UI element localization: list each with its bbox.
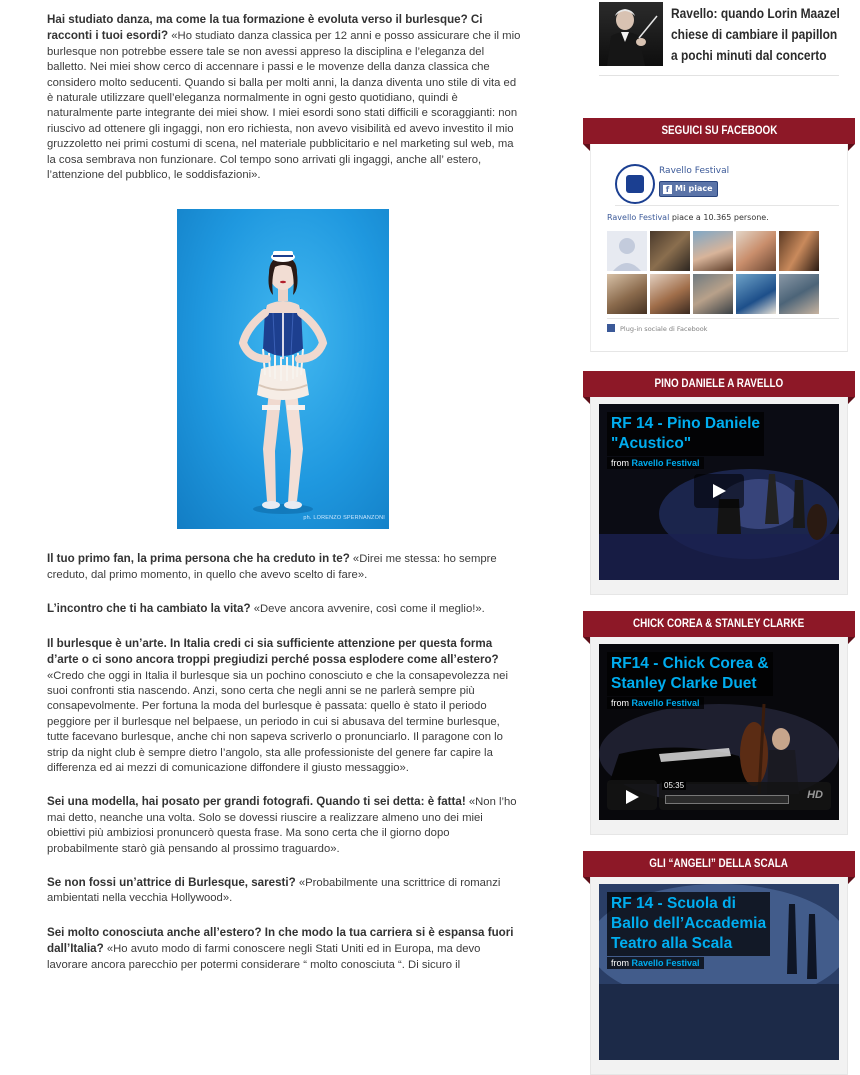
video-source[interactable]: from Ravello Festival [607,957,704,969]
fan-avatar[interactable] [736,231,776,271]
article-paragraph [47,551,522,583]
interview-answer: «Ho avuto modo di farmi conoscere negli Stati Uniti ed in Europa, ma devo lavorare ancora parecchio per potermi considerare “ molto conosciuta “. Di sicuro il [47,943,481,971]
article-paragraph [47,12,522,183]
interview-question: Il burlesque è un’arte. In Italia credi ci sia sufficiente attenzione per questa forma d’arte o ci sono ancora troppi pregiudizi perché possa esplodere come all’estero? [47,636,499,667]
play-button[interactable] [694,474,744,508]
interview-question: L’incontro che ti ha cambiato la vita? [47,602,251,616]
interview-question: Hai studiato danza, ma come la tua formazione è evoluta verso il burlesque? Ci racconti i tuoi esordi? [47,13,483,43]
facebook-page-link[interactable]: Ravello Festival [659,166,730,176]
article-body [47,12,522,991]
widget-heading: CHICK COREA & STANLEY CLARKE [583,611,855,637]
news-thumbnail[interactable] [599,2,663,66]
news-title-link[interactable]: Ravello: quando Lorin Maazel chiese di cambiare il papillon a pochi minuti dal concerto [671,6,840,63]
fan-avatar[interactable] [779,231,819,271]
facebook-icon: f [663,185,672,194]
conductor-image [599,2,663,66]
article-paragraph [47,636,522,777]
interview-question: Se non fossi un’attrice di Burlesque, saresti? [47,875,296,889]
fan-avatar[interactable] [693,274,733,314]
video-widget [583,611,855,835]
video-widget [583,371,855,595]
video-embed[interactable] [599,404,839,580]
video-title[interactable]: RF14 - Chick Corea & Stanley Clarke Duet [607,652,773,696]
divider [615,205,839,206]
widget-heading: SEGUICI SU FACEBOOK [583,118,855,144]
facebook-like-button[interactable]: f Mi piace [659,181,718,197]
video-embed[interactable] [599,884,839,1060]
widget-heading: PINO DANIELE A RAVELLO [583,371,855,397]
video-controls [659,782,831,810]
video-progress-bar[interactable] [665,795,789,804]
article-photo [177,209,389,529]
performer-figure [177,209,389,529]
facebook-widget [583,118,855,352]
video-widget [583,851,855,1075]
interview-question: Il tuo primo fan, la prima persona che ha creduto in te? [47,552,350,566]
fan-faces-grid [607,231,822,314]
facebook-icon [607,324,615,332]
video-embed[interactable] [599,644,839,820]
article-paragraph [47,601,522,617]
article-paragraph [47,875,522,907]
interview-answer: «Credo che oggi in Italia il burlesque sia un pochino conosciuto e che la consapevolezza nei suoi confronti stia nascendo. Anzi, sono certa che negli anni se ne parlerà sempre più consapevolmente. Per fortuna la moda del burlesque è passata: quello è stato il periodo peggiore per il burlesque nel belpaese, un periodo in cui si abusava del termine burlesque, tutte facevano burlesque, anche chi non sapeva scriverlo o pronunciarlo. Il paragone con lo strip da night club è sempre dietro l’angolo, sta alle professioniste del genere far capire la differenza ed ai mezzi di comunicazione diffondere il giusto messaggio». [47,669,508,774]
fan-avatar[interactable] [607,231,647,271]
hd-toggle[interactable]: HD [807,789,823,801]
divider [599,75,839,76]
like-count: Ravello Festival piace a 10.365 persone. [607,213,769,222]
article-paragraph [47,794,522,857]
fan-avatar[interactable] [607,274,647,314]
play-button[interactable] [607,780,657,810]
video-duration: 05:35 [664,781,685,790]
fan-avatar[interactable] [693,231,733,271]
photo-credit: ph. LORENZO SPERNANZONI [303,515,385,522]
widget-heading: GLI “ANGELI” DELLA SCALA [583,851,855,877]
divider [607,318,839,319]
facebook-page-link[interactable]: Ravello Festival [607,213,670,222]
fan-avatar[interactable] [650,231,690,271]
interview-answer: «Deve ancora avvenire, così come il meglio!». [250,603,485,616]
video-title[interactable]: RF 14 - Pino Daniele "Acustico" [607,412,764,456]
fan-avatar[interactable] [736,274,776,314]
facebook-plugin-footer[interactable]: Plug-in sociale di Facebook [607,324,707,333]
facebook-like-box [607,155,847,345]
interview-answer: «Probabilmente una scrittrice di romanzi ambientati nella vecchia Hollywood». [47,876,501,905]
interview-answer: «Ho studiato danza classica per 12 anni e posso assicurare che il mio burlesque non potrebbe essere tale se non avessi appreso la disciplina e l’eleganza del balletto. Nei miei show cerco di accennare i passi e le movenze della danza classica che considero molto seducenti. Quando si balla per molti anni, la danza diventa uno stile di vita ed è naturale utilizzare quell’eleganza normalmente in ogni gesto quotidiano, quindi è naturalmente parte integrante dei miei show. I miei esordi sono stati difficili e scoraggianti: non riuscivo ad ottenere gli ingaggi, non ero richiesta, non avevo visibilità ed avevo investito il mio gruzzoletto nei primi costumi di scena, nel materiale pubblicitario e nel marketing sul web, ma la cosa sembrava non funzionare. Col tempo sono arrivati gli ingaggi, anche all’ estero, l’attenzione del pubblico, le soddisfazioni». [47,30,521,182]
interview-answer: «Direi me stessa: ho sempre creduto, dal primo momento, in quello che avevo scelto di fare». [47,553,497,581]
fan-avatar[interactable] [650,274,690,314]
fan-avatar[interactable] [779,274,819,314]
ravello-festival-logo[interactable] [615,164,655,204]
video-source[interactable]: from Ravello Festival [607,457,704,469]
interview-question: Sei molto conosciuta anche all’estero? In che modo la tua carriera si è espansa fuori dall’Italia? [47,925,514,956]
video-source[interactable]: from Ravello Festival [607,697,704,709]
article-paragraph [47,925,522,973]
video-title[interactable]: RF 14 - Scuola di Ballo dell’Accademia Teatro alla Scala [607,892,770,956]
interview-answer: «Non l’ho mai detto, neanche una volta. Solo se dovessi riuscire a realizzare almeno uno dei miei obiettivi più ambiziosi pronuncerò questa frase. Ma sono certa che il giorno dopo probabilmente starò già pensando al prossimo traguardo». [47,796,517,855]
interview-question: Sei una modella, hai posato per grandi fotografi. Quando ti sei detta: è fatta! [47,795,466,809]
related-news-item[interactable] [599,2,844,74]
